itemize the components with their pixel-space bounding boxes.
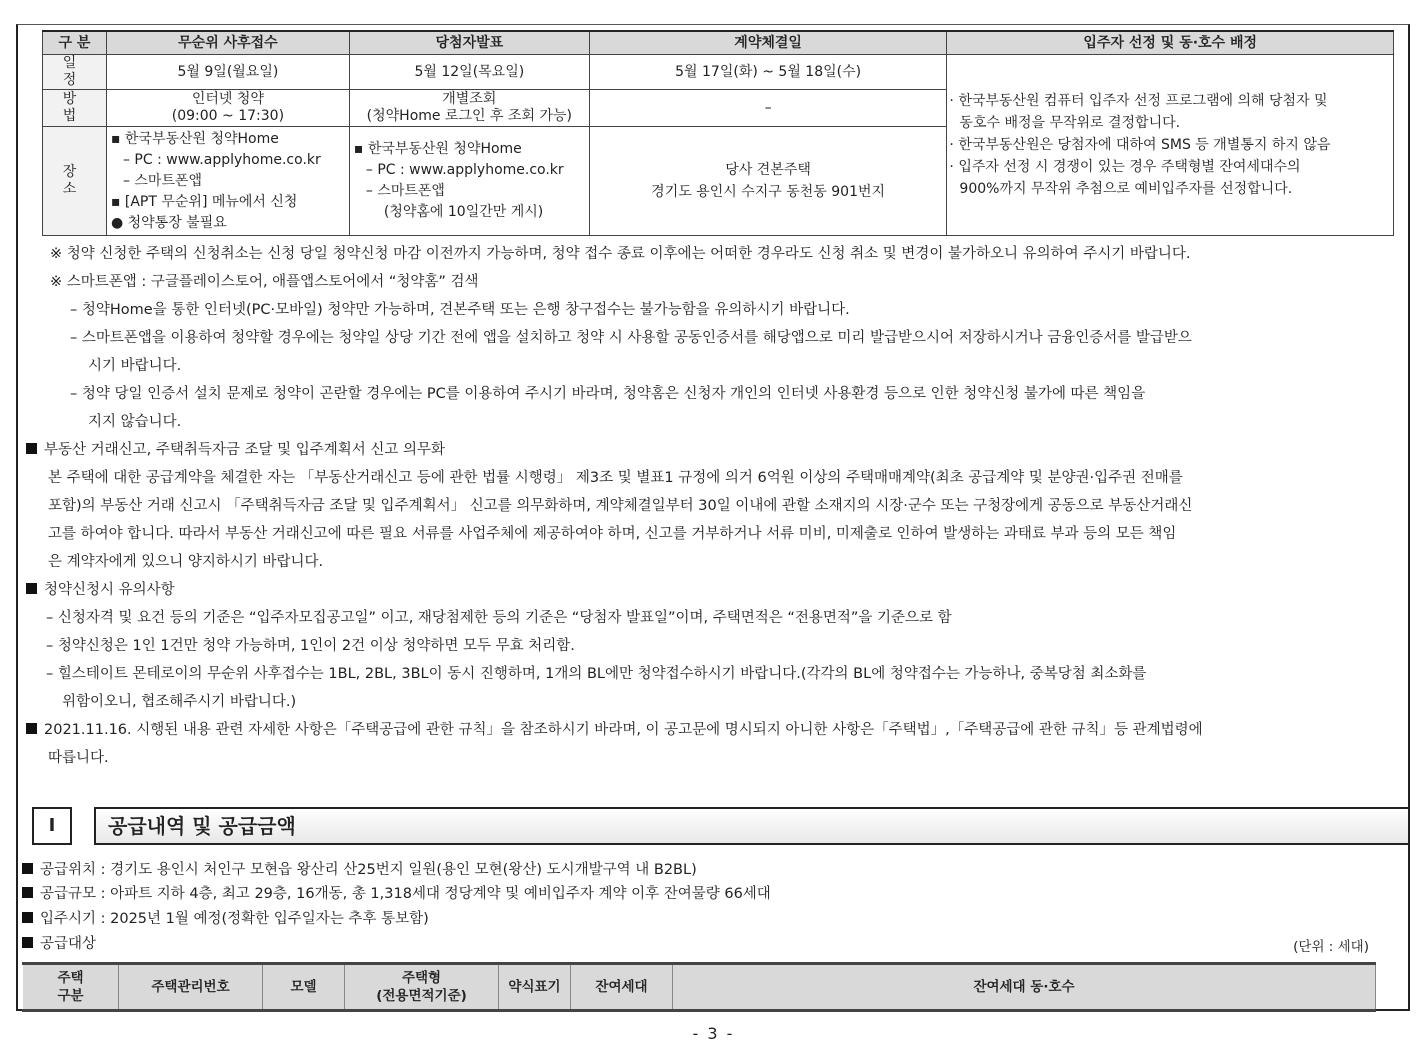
place-line: – 스마트폰앱 [122,172,203,189]
section-title: 공급내역 및 공급금액 [94,807,1410,845]
bullet-line: – 힐스테이트 몬테로이의 무순위 사후접수는 1BL, 2BL, 3BL이 동시 진행하며, 1개의 BL에만 청약접수하시기 바랍니다.(각각의 BL에 청약접수는 가능하나, 중복당첨 최소화를 [46,666,1147,682]
method-contract: – [589,90,947,127]
note-app-install-cont: 시기 바랍니다. [88,358,182,374]
heading-text: 부동산 거래신고, 주택취득자금 조달 및 입주계획서 신고 의무화 [44,442,446,458]
note-certificate-cont: 지지 않습니다. [88,414,182,430]
paragraph-line: 은 계약자에게 있으니 양지하시기 바랍니다. [48,554,324,570]
method-line: 개별조회 [442,91,497,107]
heading-text: 청약신청시 유의사항 [44,582,175,598]
heading-application-notes [26,576,175,604]
selection-note-line: · 한국부동산원 컴퓨터 입주자 선정 프로그램에 의해 당첨자 및 [949,93,1328,109]
row-label-place: 장 소 [43,127,107,236]
note-smartphone-app: ※ 스마트폰앱 : 구글플레이스토어, 애플앱스토어에서 “청약홈” 검색 [50,274,479,290]
heading-text: 2021.11.16. 시행된 내용 관련 자세한 사항은「주택공급에 관한 규칙」을 참조하시기 바라며, 이 공고문에 명시되지 아니한 사항은「주택법」,「주택공급에 관한 규칙」등 관계법령에 [44,722,1203,738]
selection-notes [947,55,1394,236]
selection-note-line: 900%까지 무작위 추첨으로 예비입주자를 선정합니다. [959,181,1293,197]
square-bullet-icon [26,723,37,734]
selection-note-line: · 입주자 선정 시 경쟁이 있는 경우 주택형별 잔여세대수의 [949,159,1301,175]
bullet-line: – 신청자격 및 요건 등의 기준은 “입주자모집공고일” 이고, 재당첨제한 등의 기준은 “당첨자 발표일”이며, 주택면적은 “전용면적”을 기준으로 함 [46,610,952,626]
square-bullet-icon [26,443,37,454]
header-management-number: 주택관리번호 [119,964,263,1011]
place-line: (청약홈에 10일간만 게시) [383,204,544,220]
note-app-install: – 스마트폰앱을 이용하여 청약할 경우에는 청약일 상당 기간 전에 앱을 설치하고 청약 시 사용할 공동인증서를 해당앱으로 미리 발급받으시어 저장하시거나 금융인증서를 발급받으 [70,330,1192,346]
supply-header-row [23,964,1376,1011]
supply-table [22,962,1376,1012]
schedule-date-row [43,55,1394,90]
place-line: ▪ 한국부동산원 청약Home [110,130,279,147]
place-line: – PC : www.applyhome.co.kr [122,151,321,168]
schedule-table [42,30,1394,236]
method-announcement [349,90,589,127]
header-short-notation: 약식표기 [499,964,571,1011]
square-bullet-icon [22,863,33,874]
place-line: ▪ 한국부동산원 청약Home [353,141,522,157]
place-line: – PC : www.applyhome.co.kr [365,162,564,178]
supply-location [22,857,697,883]
square-bullet-icon [22,912,33,923]
heading-regulations [26,716,1203,744]
row-label-method: 방 법 [43,90,107,127]
place-line: ▪ [APT 무순위] 메뉴에서 신청 [110,193,298,210]
note-cancel: ※ 청약 신청한 주택의 신청취소는 신청 당일 청약신청 마감 이전까지 가능하며, 청약 접수 종료 이후에는 어떠한 경우라도 신청 취소 및 변경이 불가하오니 유의하여 주시기 바랍니다. [50,246,1191,262]
note-internet-only: – 청약Home을 통한 인터넷(PC·모바일) 청약만 가능하며, 견본주택 또는 은행 창구접수는 불가능함을 유의하시기 바랍니다. [70,302,850,318]
info-text: 입주시기 : 2025년 1월 예정(정확한 입주일자는 추후 통보함) [40,911,429,927]
date-announcement: 5월 12일(목요일) [349,55,589,90]
method-line: (청약Home 로그인 후 조회 가능) [366,108,572,124]
info-text: 공급규모 : 아파트 지하 4층, 최고 29층, 16개동, 총 1,318세대 정당계약 및 예비입주자 계약 이후 잔여물량 66세대 [40,886,771,902]
selection-note-line: · 한국부동산원은 당첨자에 대하여 SMS 등 개별통지 하지 않음 [949,137,1331,153]
paragraph-line: 따릅니다. [48,750,109,766]
date-reception: 5월 9일(월요일) [106,55,349,90]
header-model: 모델 [263,964,345,1011]
place-line: 경기도 용인시 수지구 동천동 901번지 [651,184,886,200]
info-text: 공급대상 [40,936,97,952]
method-line: 인터넷 청약 [191,91,264,107]
square-bullet-icon [26,583,37,594]
schedule-header-row [43,31,1394,55]
header-remaining-unit-numbers: 잔여세대 동·호수 [673,964,1376,1011]
section-number: I [32,807,72,845]
heading-real-estate-report [26,436,445,464]
info-text: 공급위치 : 경기도 용인시 처인구 모현읍 왕산리 산25번지 일원(용인 모현(왕산) 도시개발구역 내 B2BL) [40,862,697,878]
place-announcement [349,127,589,236]
selection-note-line: 동호수 배정을 무작위로 결정합니다. [959,115,1181,131]
supply-move-in [22,906,429,932]
supply-scale [22,881,771,907]
header-category: 구 분 [43,31,107,55]
header-winner-announcement: 당첨자발표 [349,31,589,55]
header-selection: 입주자 선정 및 동·호수 배정 [947,31,1394,55]
header-unit-type: 주택형 (전용면적기준) [345,964,499,1011]
method-line: (09:00 ~ 17:30) [171,108,285,124]
method-reception [106,90,349,127]
place-contract [589,127,947,236]
unit-label: (단위 : 세대) [1293,939,1369,955]
row-label-date: 일 정 [43,55,107,90]
note-certificate: – 청약 당일 인증서 설치 문제로 청약이 곤란할 경우에는 PC를 이용하여 주시기 바라며, 청약홈은 신청자 개인의 인터넷 사용환경 등으로 인한 청약신청 불가에 따른 책임을 [70,386,1146,402]
paragraph-line: 포함)의 부동산 거래 신고시 「주택취득자금 조달 및 입주계획서」 신고를 의무화하며, 계약체결일부터 30일 이내에 관할 소재지의 시장·군수 또는 구청장에게 공동으로 부동산거래신 [48,498,1193,514]
header-reception: 무순위 사후접수 [106,31,349,55]
header-remaining-units: 잔여세대 [571,964,673,1011]
header-contract-date: 계약체결일 [589,31,947,55]
square-bullet-icon [22,937,33,948]
date-contract: 5월 17일(화) ~ 5월 18일(수) [589,55,947,90]
supply-target [22,931,96,957]
paragraph-line: 본 주택에 대한 공급계약을 체결한 자는 「부동산거래신고 등에 관한 법률 시행령」 제3조 및 별표1 규정에 의거 6억원 이상의 주택매매계약(최초 공급계약 및 분양권·입주권 전매를 [48,470,1183,486]
place-line: ● 청약통장 불필요 [110,214,227,231]
place-reception [106,127,349,236]
square-bullet-icon [22,887,33,898]
paragraph-line: 고를 하여야 합니다. 따라서 부동산 거래신고에 따른 필요 서류를 사업주체에 제공하여야 하며, 신고를 거부하거나 서류 미비, 미제출로 인하여 발생하는 과태료 부과 등의 모든 책임 [48,526,1177,542]
page-number: - 3 - [692,1024,735,1043]
bullet-line: – 청약신청은 1인 1건만 청약 가능하며, 1인이 2건 이상 청약하면 모두 무효 처리함. [46,638,575,654]
place-line: – 스마트폰앱 [365,183,445,199]
place-line: 당사 견본주택 [725,162,811,178]
bullet-line: 위함이오니, 협조해주시기 바랍니다.) [62,694,297,710]
header-housing-type: 주택 구분 [23,964,119,1011]
